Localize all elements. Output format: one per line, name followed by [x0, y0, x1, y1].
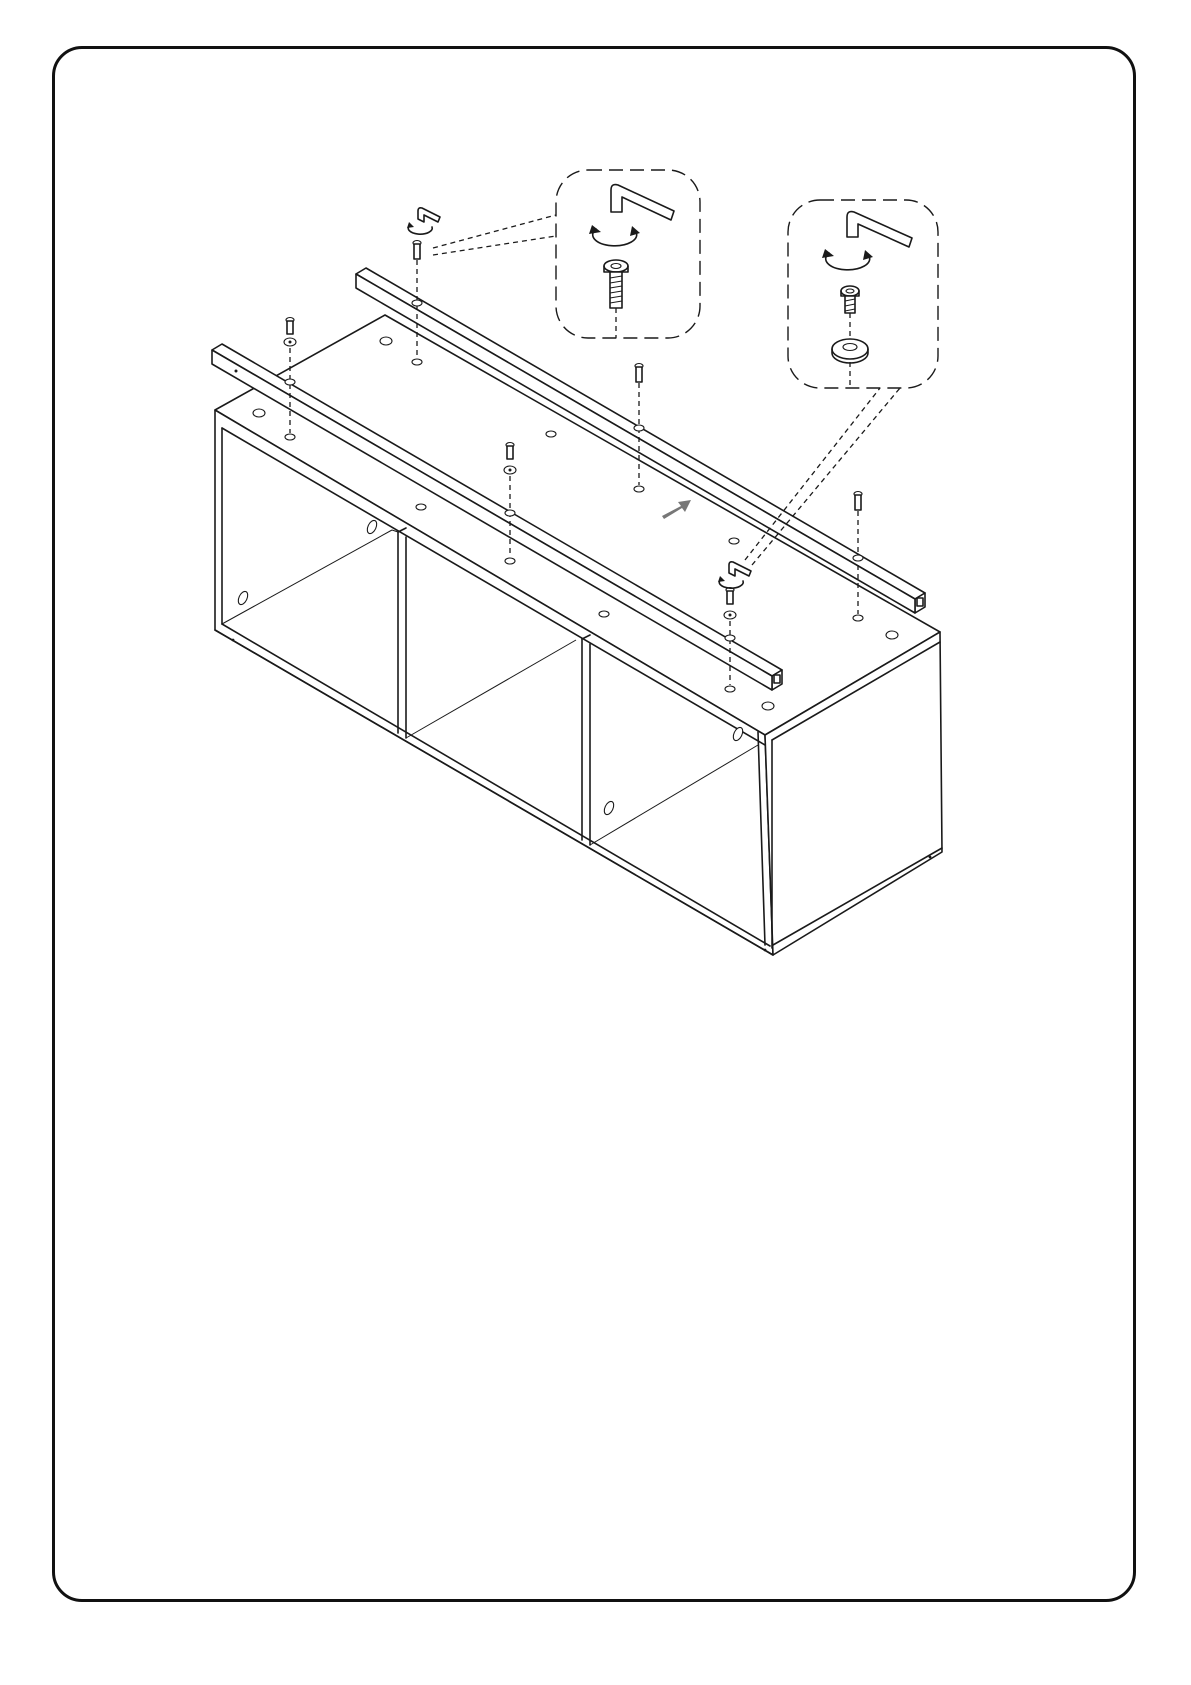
clockwise-rotate-icon — [589, 225, 640, 246]
allen-key-icon — [847, 212, 912, 247]
flat-washer — [832, 339, 868, 388]
detail-callout-left — [433, 170, 700, 338]
allen-key-icon — [611, 185, 674, 220]
allen-key-icon — [407, 208, 440, 234]
hex-socket-bolt — [841, 286, 859, 337]
clockwise-rotate-icon — [822, 249, 873, 270]
hex-socket-bolt — [604, 260, 628, 338]
